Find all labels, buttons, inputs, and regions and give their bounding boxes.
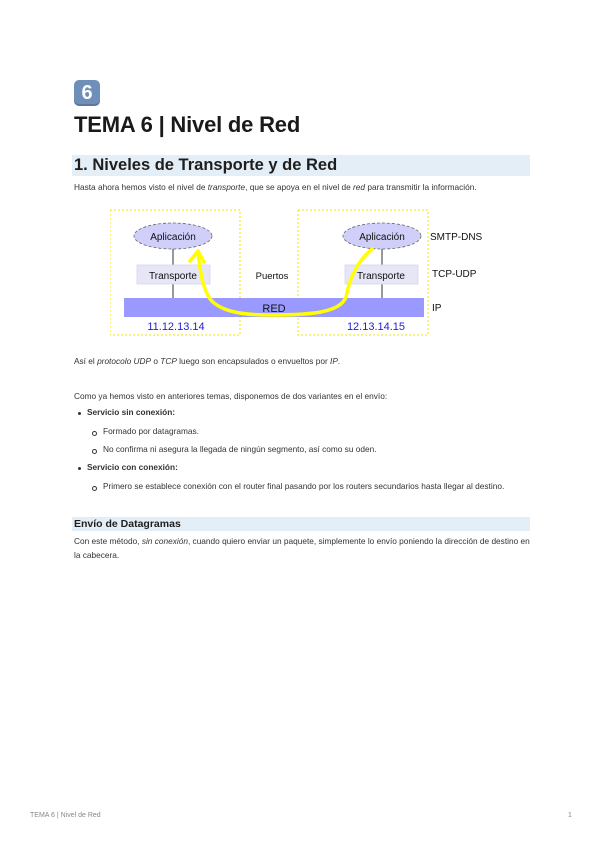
- encapsulation-paragraph: [74, 354, 530, 368]
- bullet-dot: [78, 467, 81, 470]
- variants-intro: Como ya hemos visto en anteriores temas, disponemos de dos variantes en el envío:: [74, 391, 388, 401]
- datagrams-emphasis: sin conexión: [141, 536, 188, 546]
- document-title: TEMA 6 | Nivel de Red: [74, 112, 301, 137]
- right-application-label: Aplicación: [359, 232, 405, 243]
- intro-text-3: para transmitir la información.: [365, 182, 477, 192]
- network-label: RED: [262, 303, 286, 315]
- encap-emphasis-udp: protocolo UDP: [97, 356, 152, 366]
- intro-text-1: Hasta ahora hemos visto el nivel de: [74, 182, 208, 192]
- variant-2-sub-1: Primero se establece conexión con el router final pasando por los routers secundarios hasta llegar al destino.: [103, 481, 505, 491]
- footer-page-number: 1: [568, 812, 572, 819]
- variant-2-title: Servicio con conexión:: [87, 462, 178, 472]
- datagrams-heading: Envío de Datagramas: [72, 517, 530, 531]
- datagrams-text-1: Con este método,: [74, 536, 142, 546]
- sub-bullet-ring: [92, 449, 97, 454]
- right-transport-label: Transporte: [357, 271, 405, 282]
- encap-text-4: .: [337, 356, 341, 366]
- layer-ip-label: IP: [432, 303, 442, 314]
- chapter-number-badge: 6: [74, 80, 100, 106]
- variant-1-title: Servicio sin conexión:: [87, 407, 176, 417]
- encap-text-1: Así el: [74, 356, 98, 366]
- variant-1-sub-2: No confirma ni asegura la llegada de ningún segmento, así como su oden.: [103, 444, 377, 454]
- intro-emphasis-transporte: transporte: [207, 182, 246, 192]
- intro-text-2: , que se apoya en el nivel de: [245, 182, 354, 192]
- encap-emphasis-ip: IP: [330, 356, 338, 366]
- footer-title: TEMA 6 | Nivel de Red: [30, 812, 101, 819]
- section-heading: 1. Niveles de Transporte y de Red: [72, 155, 530, 176]
- encap-emphasis-tcp: TCP: [160, 356, 177, 366]
- datagrams-paragraph: [74, 534, 530, 562]
- right-ip-address: 12.13.14.15: [346, 321, 406, 333]
- intro-emphasis-red: red: [353, 182, 366, 192]
- layer-app-label: SMTP-DNS: [430, 232, 483, 243]
- network-layers-diagram: [110, 207, 510, 340]
- ports-label: Puertos: [255, 271, 289, 282]
- left-ip-address: 11.12.13.14: [147, 321, 205, 333]
- encap-text-3: luego son encapsulados o envueltos por: [176, 356, 331, 366]
- datagrams-text-2: , cuando quiero enviar un paquete, simplemente lo envío poniendo la dirección de destino en la cabecera.: [74, 536, 530, 560]
- encap-text-2: o: [151, 356, 161, 366]
- left-application-label: Aplicación: [150, 232, 196, 243]
- layer-transport-label: TCP-UDP: [432, 269, 477, 280]
- sub-bullet-ring: [92, 486, 97, 491]
- variant-1-sub-1: Formado por datagramas.: [103, 426, 199, 436]
- bullet-dot: [78, 412, 81, 415]
- intro-paragraph: [74, 180, 530, 194]
- left-transport-label: Transporte: [149, 271, 197, 282]
- sub-bullet-ring: [92, 431, 97, 436]
